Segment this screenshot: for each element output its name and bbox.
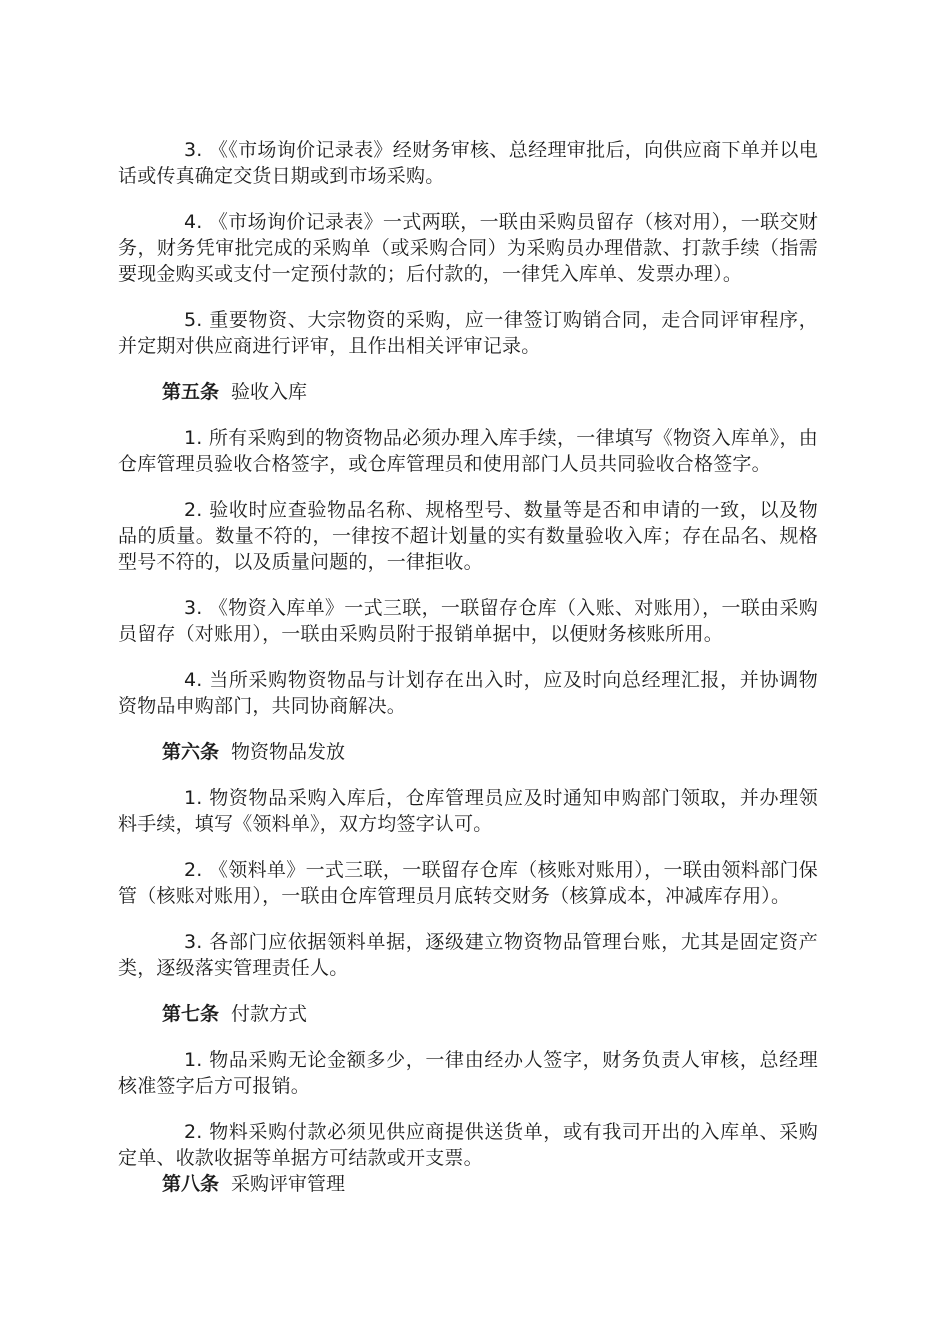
article-title: 物资物品发放 bbox=[231, 741, 346, 763]
paragraph-reimbursement: 1. 物品采购无论金额多少，一律由经办人签字，财务负责人审核，总经理核准签字后方可报销。 bbox=[118, 1049, 818, 1097]
article-title: 验收入库 bbox=[231, 381, 308, 403]
article-number: 第七条 bbox=[162, 1003, 220, 1025]
article-number: 第六条 bbox=[162, 741, 220, 763]
article-heading-6 bbox=[118, 739, 818, 765]
article-heading-7 bbox=[118, 1001, 818, 1027]
paragraph-payment-documents: 2. 物料采购付款必须见供应商提供送货单，或有我司开出的入库单、采购定单、收款收据等单据方可结款或开支票。 bbox=[118, 1121, 818, 1169]
paragraph-ledger: 3. 各部门应依据领料单据，逐级建立物资物品管理台账，尤其是固定资产类，逐级落实管理责任人。 bbox=[118, 931, 818, 979]
paragraph-inquiry-record-copies: 4. 《市场询价记录表》一式两联，一联由采购员留存（核对用），一联交财务，财务凭审批完成的采购单（或采购合同）为采购员办理借款、打款手续（指需要现金购买或支付一定预付款的；后付款的，一律凭入库单、发票办理）。 bbox=[118, 211, 818, 285]
article-title: 付款方式 bbox=[231, 1003, 308, 1025]
article-number: 第五条 bbox=[162, 381, 220, 403]
paragraph-notify-requisition: 1. 物资物品采购入库后，仓库管理员应及时通知申购部门领取，并办理领料手续，填写《领料单》，双方均签字认可。 bbox=[118, 787, 818, 835]
article-title: 采购评审管理 bbox=[231, 1173, 346, 1195]
document-body bbox=[118, 137, 818, 1217]
paragraph-order-approval: 3. 《《市场询价记录表》经财务审核、总经理审批后，向供应商下单并以电话或传真确定交货日期或到市场采购。 bbox=[118, 139, 818, 187]
paragraph-warehouse-entry: 1. 所有采购到的物资物品必须办理入库手续，一律填写《物资入库单》，由仓库管理员验收合格签字，或仓库管理员和使用部门人员共同验收合格签字。 bbox=[118, 427, 818, 475]
paragraph-inspection: 2. 验收时应查验物品名称、规格型号、数量等是否和申请的一致，以及物品的质量。数量不符的，一律按不超计划量的实有数量验收入库；存在品名、规格型号不符的，以及质量问题的，一律拒收。 bbox=[118, 499, 818, 573]
article-heading-5 bbox=[118, 379, 818, 405]
paragraph-entry-slip-copies: 3. 《物资入库单》一式三联，一联留存仓库（入账、对账用），一联由采购员留存（对账用），一联由采购员附于报销单据中，以便财务核账所用。 bbox=[118, 597, 818, 645]
article-number: 第八条 bbox=[162, 1173, 220, 1195]
paragraph-discrepancy-report: 4. 当所采购物资物品与计划存在出入时，应及时向总经理汇报，并协调物资物品申购部门，共同协商解决。 bbox=[118, 669, 818, 717]
article-heading-8 bbox=[118, 1171, 818, 1197]
paragraph-major-materials-contract: 5. 重要物资、大宗物资的采购，应一律签订购销合同，走合同评审程序，并定期对供应商进行评审，且作出相关评审记录。 bbox=[118, 309, 818, 357]
paragraph-requisition-copies: 2. 《领料单》一式三联，一联留存仓库（核账对账用），一联由领料部门保管（核账对账用），一联由仓库管理员月底转交财务（核算成本，冲减库存用）。 bbox=[118, 859, 818, 907]
